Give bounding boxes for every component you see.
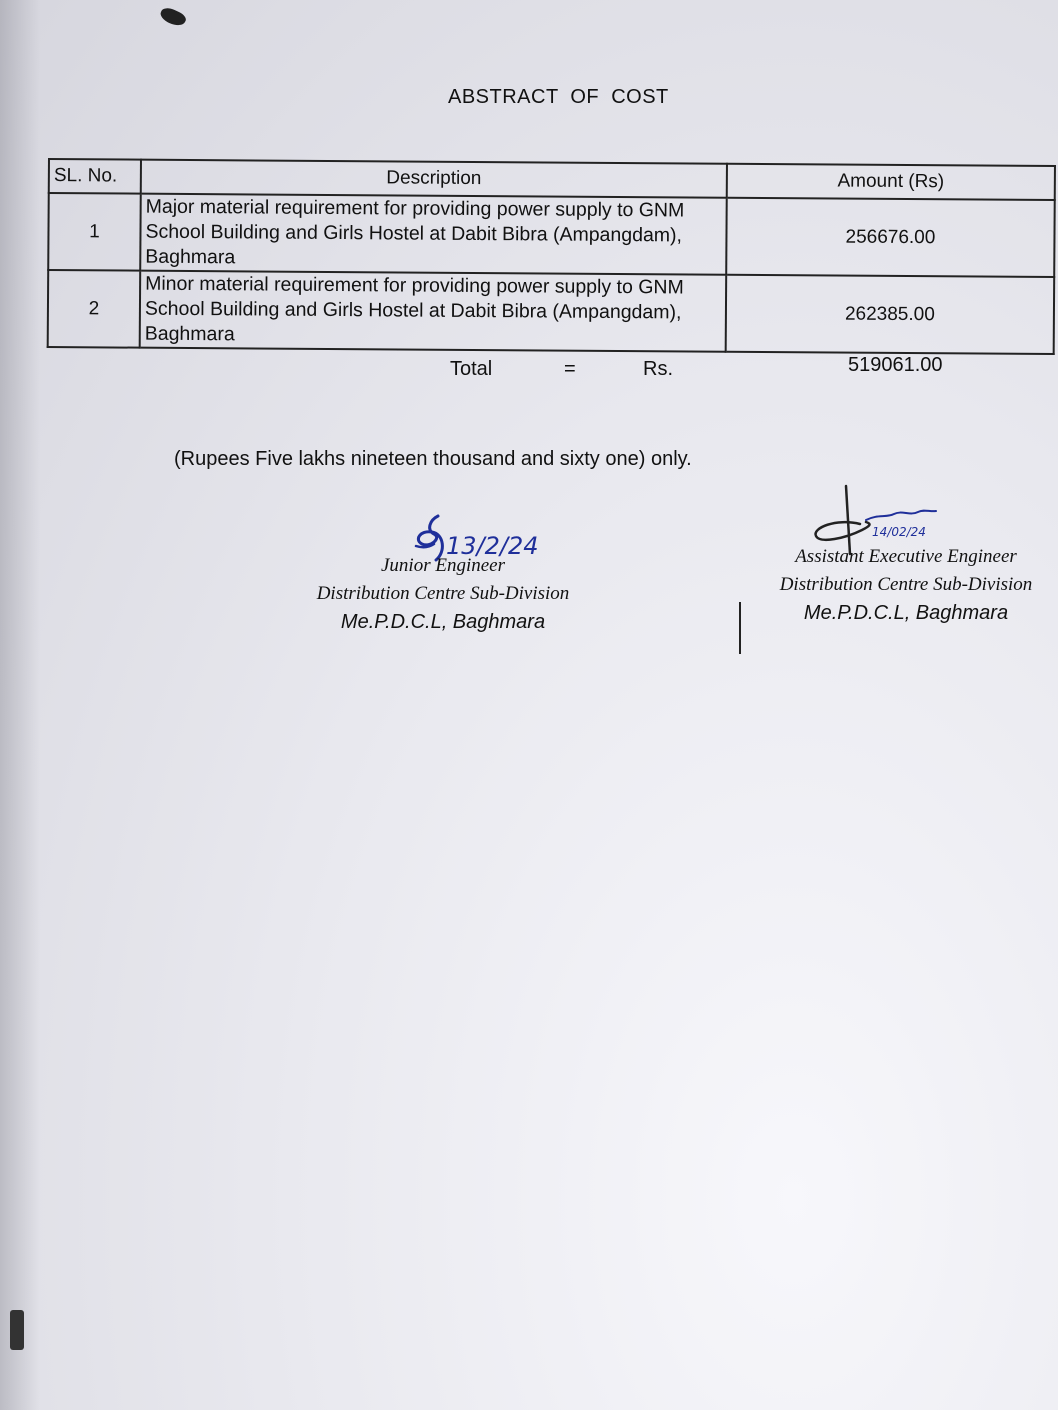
pen-mark: [739, 602, 741, 654]
header-amount: Amount (Rs): [727, 164, 1055, 200]
total-equals: =: [564, 358, 576, 380]
signatory-organisation: Me.P.D.C.L, Baghmara: [340, 611, 546, 633]
assistant-executive-engineer-date: 14/02/24: [872, 525, 926, 539]
total-currency: Rs.: [643, 358, 673, 380]
binder-clip-mark: [10, 1310, 24, 1350]
signatory-designation: Assistant Executive Engineer: [795, 546, 1017, 567]
signatory-organisation: Me.P.D.C.L, Baghmara: [803, 602, 1009, 624]
row-amount: 256676.00: [726, 198, 1055, 277]
header-description: Description: [141, 160, 727, 198]
total-label: Total: [450, 358, 493, 380]
amount-in-words: (Rupees Five lakhs nineteen thousand and sixty one) only.: [174, 448, 692, 470]
table-row: [48, 270, 1055, 354]
row-description: Major material requirement for providing power supply to GNM School Building and Girls Hostel at Dabit Bibra (Ampangdam), Baghmara: [140, 194, 727, 275]
junior-engineer-date: 13/2/24: [446, 532, 539, 560]
row-amount: 262385.00: [726, 275, 1055, 354]
signatory-office: Distribution Centre Sub-Division: [779, 574, 1033, 595]
total-row: [0, 354, 1058, 388]
row-sl-no: 2: [48, 270, 141, 348]
punch-hole-mark: [158, 5, 187, 29]
signatory-junior-engineer: [300, 552, 586, 636]
row-description: Minor material requirement for providing power supply to GNM School Building and Girls Hostel at Dabit Bibra (Ampangdam), Baghmara: [140, 271, 727, 352]
document-title: ABSTRACT OF COST: [448, 86, 669, 108]
signatory-designation: Junior Engineer: [380, 555, 505, 576]
total-amount: 519061.00: [848, 354, 943, 376]
page-shadow: [0, 0, 40, 1410]
signatory-assistant-executive-engineer: [760, 543, 1052, 627]
row-sl-no: 1: [48, 193, 141, 271]
signatory-office: Distribution Centre Sub-Division: [316, 583, 570, 604]
table-row: [48, 193, 1055, 277]
header-sl-no: SL. No.: [49, 159, 141, 194]
cost-table: [47, 158, 1056, 355]
